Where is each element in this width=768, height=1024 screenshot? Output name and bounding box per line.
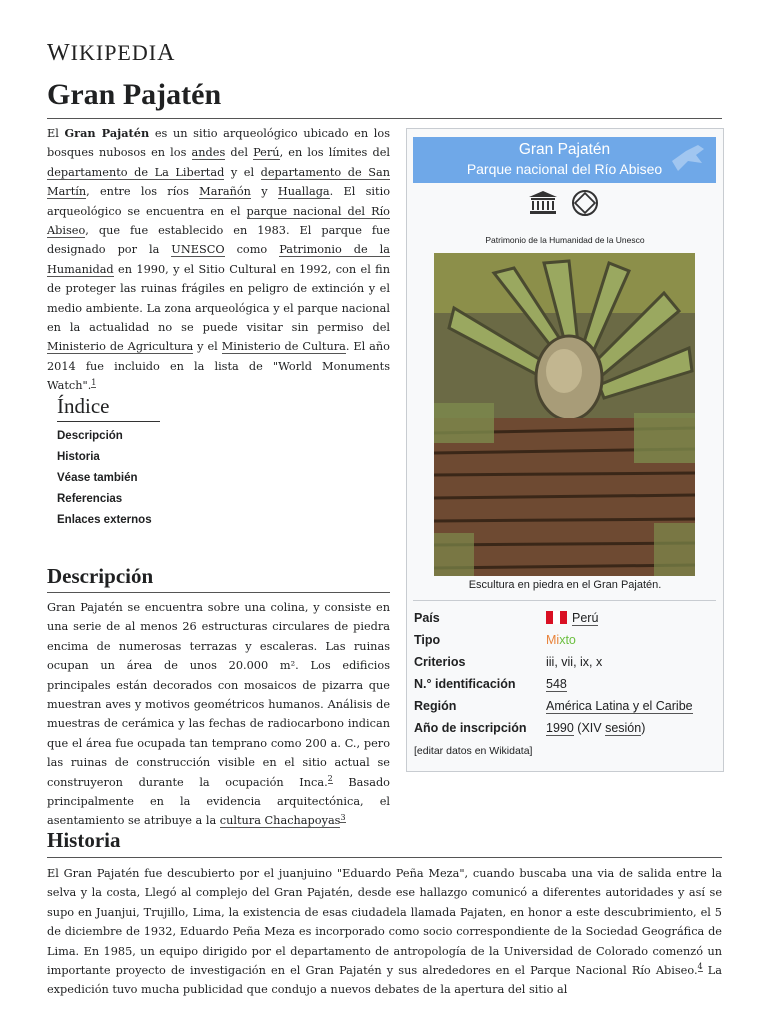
historia-text: El Gran Pajatén fue descubierto por el juanjuino "Eduardo Peña Meza", cuando buscaba una via de salida entre la selva y la costa, Llegó al complejo del Gran Pajatén, desde ese hallazgo comunicó a diferentes autoridades y así se supo en Juanjui, Trujillo, Lima, la existencia de esas ciudadela llamada Pajaten, en honor a este descubrimiento, el 5 de diciembre de 1932, Eduardo Peña Meza es incorporado como socio correspondiente de la Sociedad Geográfica de Lima. En 1985, un equipo dirigido por el departamento de antropología de la Universidad de Colorado comenzó un importante proyecto de investigación en el Gran Pajatén y sus alrededores en el Parque Nacional Río Abiseo. — [47, 867, 722, 978]
intro-text: . El sitio arqueológico se encuentra en el — [47, 185, 390, 218]
section-divider — [47, 857, 722, 858]
intro-text: , que fue establecido en 1983. El parque fue designado por la — [47, 224, 390, 257]
toc-item-enlaces[interactable]: Enlaces externos — [57, 514, 152, 526]
reference-3[interactable]: 3 — [340, 812, 346, 822]
wordmark-last-letter: A — [157, 40, 176, 66]
unesco-temple-icon — [529, 191, 557, 214]
table-of-contents — [57, 394, 207, 535]
section-heading-descripcion: Descripción — [47, 564, 154, 588]
link-la-libertad[interactable]: departamento de La Libertad — [47, 165, 225, 179]
link-cultura-chachapoyas[interactable]: cultura Chachapoyas — [219, 814, 341, 828]
intro-text: y el — [224, 165, 261, 179]
intro-text: como — [224, 243, 280, 257]
link-peru[interactable]: Perú — [253, 146, 280, 160]
reference-4[interactable]: 4 — [697, 962, 703, 972]
row-value[interactable] — [546, 633, 576, 647]
sculpture-photo[interactable] — [434, 253, 695, 576]
historia-paragraph — [47, 864, 722, 1000]
infobox-header — [413, 137, 716, 183]
intro-paragraph — [47, 124, 390, 396]
reference-1[interactable]: 1 — [91, 377, 97, 387]
intro-text: en 1990, y el Sitio Cultural en 1992, con el fin de proteger las ruinas frágiles en peligro de extinción y el medio ambiente. La zona arqueológica y el parque nacional en la actualidad no se puede visitar sin permiso del — [47, 262, 390, 335]
stone-sculpture-image — [434, 253, 695, 576]
wikipedia-wordmark[interactable] — [47, 40, 175, 67]
historia-text: La expedición tuvo mucha publicidad que condujo a nuevos debates de la apertura del sitio al — [47, 964, 723, 997]
section-divider — [47, 592, 390, 593]
infobox-row-region — [414, 699, 719, 721]
link-identificacion[interactable]: 548 — [546, 677, 567, 691]
infobox — [406, 128, 724, 772]
edit-wikidata-link[interactable] — [414, 745, 532, 757]
link-huallaga[interactable]: Huallaga — [277, 185, 330, 199]
row-key: País — [414, 611, 440, 625]
intro-text: es un sitio arqueológico ubicado en los bosques nubosos en los — [47, 127, 391, 160]
row-value — [546, 611, 598, 625]
row-key: N.° identificación — [414, 677, 516, 691]
infobox-row-pais — [414, 611, 719, 633]
row-value — [546, 699, 693, 713]
intro-text: del — [225, 146, 254, 160]
toc-item-historia[interactable]: Historia — [57, 451, 100, 463]
descripcion-text: Basado principalmente en la evidencia arquitectónica, el asentamiento se atribuye a la — [47, 775, 390, 828]
link-andes[interactable]: andes — [191, 146, 226, 160]
link-year-1990[interactable]: 1990 — [546, 721, 574, 735]
intro-text: y — [250, 185, 278, 199]
link-pais-peru[interactable]: Perú — [572, 611, 599, 625]
tipo-mixto-part1: Mi — [546, 633, 560, 647]
photo-caption: Escultura en piedra en el Gran Pajatén. — [468, 579, 662, 591]
infobox-row-tipo — [414, 633, 719, 655]
session-text-end: ) — [641, 721, 646, 735]
title-divider — [47, 118, 722, 119]
reference-2[interactable]: 2 — [327, 773, 333, 783]
link-region[interactable]: América Latina y el Caribe — [546, 699, 693, 713]
toc-item-referencias[interactable]: Referencias — [57, 493, 123, 505]
infobox-subtitle: Parque nacional del Río Abiseo — [466, 161, 663, 177]
session-text: (XIV — [573, 721, 606, 735]
peru-flag-icon — [546, 611, 567, 624]
infobox-divider — [413, 600, 716, 601]
page-title: Gran Pajatén — [47, 78, 222, 111]
infobox-row-inscripcion — [414, 721, 719, 743]
link-sesion[interactable]: sesión — [605, 721, 642, 735]
unesco-logos[interactable] — [527, 189, 603, 217]
row-value — [546, 677, 567, 691]
toc-item-descripcion[interactable]: Descripción — [57, 430, 123, 442]
heritage-label: Patrimonio de la Humanidad de la Unesco — [485, 235, 645, 245]
intro-bold-title: Gran Pajatén — [64, 126, 150, 140]
infobox-rows — [414, 611, 719, 743]
toc-title: Índice — [57, 394, 160, 422]
infobox-title: Gran Pajatén — [518, 141, 611, 158]
row-key: Criterios — [414, 655, 466, 669]
section-heading-historia: Historia — [47, 828, 121, 852]
link-unesco[interactable]: UNESCO — [171, 243, 225, 257]
row-key: Tipo — [414, 633, 441, 647]
toc-item-vease[interactable]: Véase también — [57, 472, 138, 484]
descripcion-text: Gran Pajatén se encuentra sobre una colina, y consiste en una serie de al menos 26 estructuras circulares de piedra encima de numerosas terrazas y escaleras. Las ruinas ocupan un área de unos 20.000 m². Los edificios principales están decorados con mosaicos de pizarra que muestran aves y motivos geométricos humanos. Análisis de muestras de cerámica y las fechas de radiocarbono indican que el área fue ocupada tan temprano como 200 a. C., pero las ruinas de construcción visible en el sitio actual se construyeron durante la ocupación Inca. — [47, 601, 390, 789]
bird-mosaic-icon — [668, 141, 708, 177]
wordmark-first-letter: W — [47, 40, 71, 66]
intro-text: El — [47, 127, 65, 140]
infobox-row-identificacion — [414, 677, 719, 699]
row-key: Año de inscripción — [414, 721, 527, 735]
row-value — [546, 721, 645, 735]
row-key: Región — [414, 699, 457, 713]
wordmark-middle: IKIPEDI — [70, 40, 158, 65]
intro-text: y el — [193, 340, 222, 354]
link-parque-abiseo[interactable]: parque nacional del Río Abiseo — [47, 204, 390, 238]
link-maranon[interactable]: Marañón — [199, 185, 251, 199]
link-patrimonio[interactable]: Patrimonio de la Humanidad — [47, 243, 390, 276]
infobox-row-criterios — [414, 655, 719, 677]
link-san-martin[interactable]: departamento de San Martín — [47, 165, 390, 199]
edit-wikidata-text: [editar datos en Wikidata] — [414, 745, 533, 757]
link-ministerio-cultura[interactable]: Ministerio de Cultura — [221, 340, 346, 354]
link-ministerio-agricultura[interactable]: Ministerio de Agricultura — [47, 340, 194, 354]
intro-text: , en los límites del — [279, 146, 390, 160]
descripcion-paragraph — [47, 598, 390, 831]
intro-text: . El año 2014 fue incluido en la lista de "World Monuments Watch". — [47, 340, 390, 393]
tipo-mixto-part2: xto — [559, 633, 576, 647]
world-heritage-emblem-icon — [573, 191, 597, 215]
intro-text: , entre los ríos — [86, 185, 200, 199]
row-value: iii, vii, ix, x — [546, 655, 603, 669]
